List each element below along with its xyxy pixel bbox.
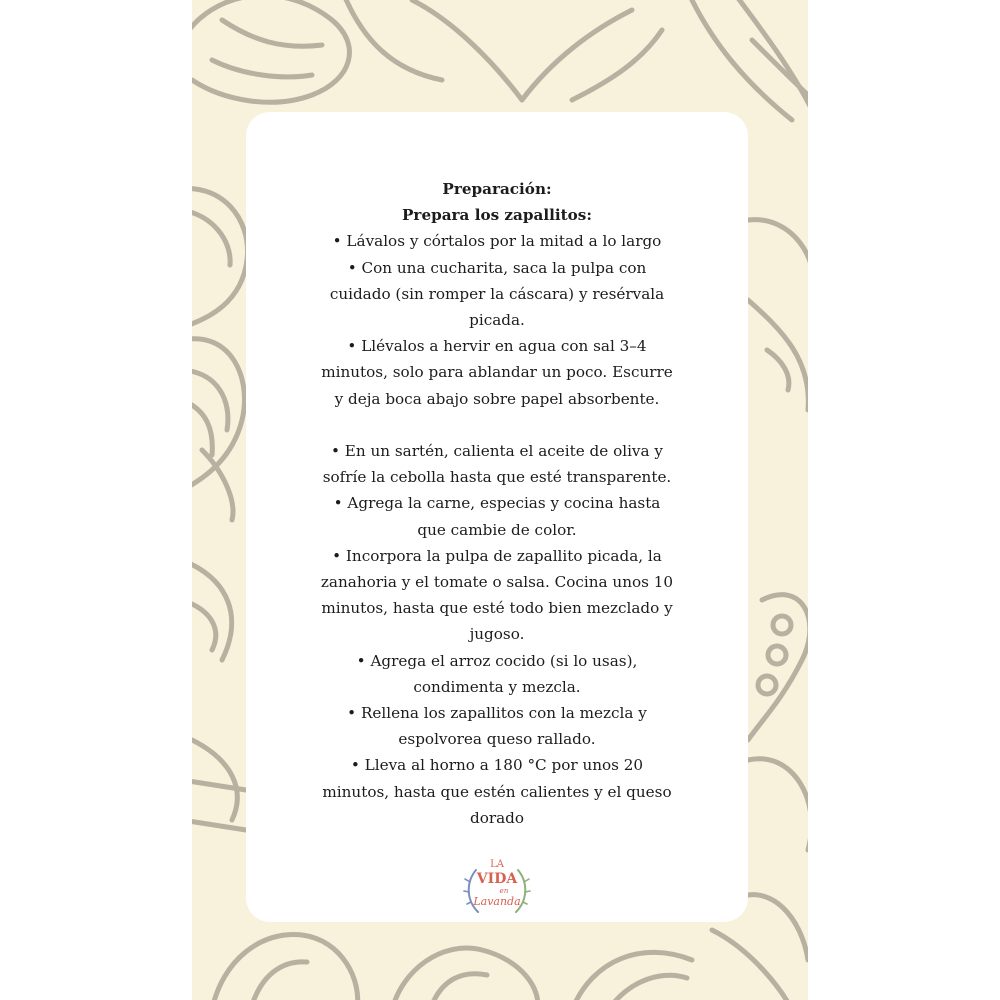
- step-line: que cambie de color.: [417, 520, 577, 539]
- zucchini-subheading: Prepara los zapallitos:: [402, 206, 592, 225]
- step-line: minutos, hasta que esté todo bien mezclado y: [321, 599, 673, 618]
- step-line: dorado: [469, 808, 525, 827]
- step-line: • Agrega la carne, especias y cocina hasta: [333, 494, 661, 513]
- la-vida-en-lavanda-logo: [462, 852, 532, 922]
- step-line: • Rellena los zapallitos con la mezcla y: [347, 704, 647, 723]
- step-line: y deja boca abajo sobre papel absorbente.: [334, 389, 660, 408]
- step-line: picada.: [469, 311, 525, 330]
- step-line: zanahoria y el tomate o salsa. Cocina unos 10: [320, 573, 674, 592]
- step-line: • Agrega el arroz cocido (si lo usas),: [356, 651, 638, 670]
- step-line: espolvorea queso rallado.: [398, 730, 596, 749]
- preparation-heading: Preparación:: [442, 180, 552, 198]
- recipe-card: [246, 112, 748, 922]
- recipe-poster: [192, 0, 808, 1000]
- step-line: minutos, solo para ablandar un poco. Escurre: [321, 363, 673, 382]
- step-line: • En un sartén, calienta el aceite de oliva y: [331, 442, 663, 461]
- recipe-text: [246, 176, 748, 831]
- logo-text-la: LA: [490, 859, 504, 870]
- logo-text-lavanda: Lavanda: [473, 895, 521, 908]
- step-line: • Lávalos y córtalos por la mitad a lo largo: [332, 232, 662, 251]
- step-line: • Llévalos a hervir en agua con sal 3–4: [347, 337, 647, 356]
- step-line: • Lleva al horno a 180 °C por unos 20: [350, 756, 644, 775]
- step-line: sofríe la cebolla hasta que esté transparente.: [322, 468, 672, 487]
- step-line: cuidado (sin romper la cáscara) y resérvala: [329, 284, 665, 303]
- step-line: condimenta y mezcla.: [413, 677, 581, 696]
- step-line: • Con una cucharita, saca la pulpa con: [347, 258, 647, 277]
- logo-text-en: en: [499, 887, 509, 895]
- logo-text-vida: VIDA: [476, 871, 518, 887]
- step-line: • Incorpora la pulpa de zapallito picada, la: [332, 546, 662, 565]
- paragraph-gap: [246, 412, 748, 438]
- step-line: jugoso.: [469, 625, 525, 644]
- step-line: minutos, hasta que estén calientes y el queso: [322, 782, 672, 801]
